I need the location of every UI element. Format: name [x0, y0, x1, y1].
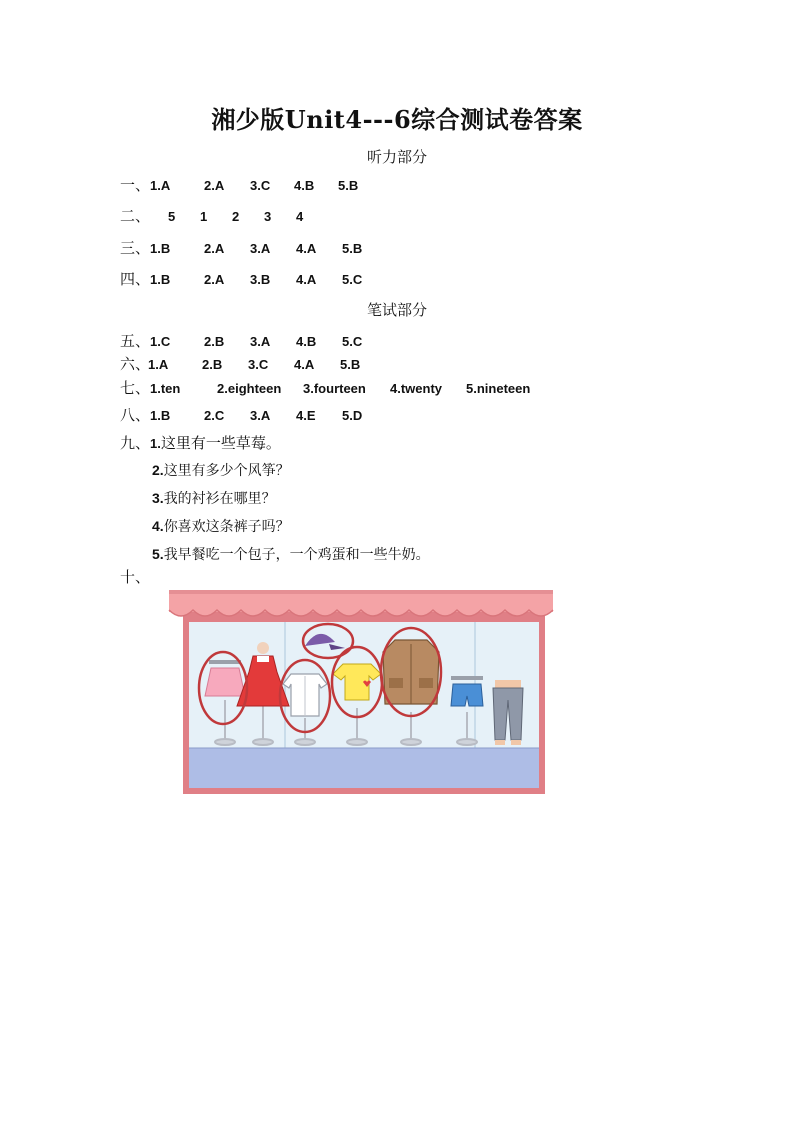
- answer-row-7: [120, 377, 530, 399]
- answer: 3.A: [250, 241, 271, 256]
- section-number: 二、: [120, 207, 151, 225]
- translation-row-3: [152, 487, 276, 509]
- answer: 1.ten: [150, 381, 181, 396]
- translation-text: 你喜欢这条裤子吗？: [163, 519, 290, 535]
- section-number: 六、: [120, 355, 151, 373]
- answer: 3.B: [250, 272, 271, 287]
- answer: 4: [296, 209, 304, 224]
- answer: 4.E: [296, 408, 316, 423]
- item-number: 2.: [152, 462, 164, 478]
- translation-text: 我的衬衫在哪里？: [163, 491, 276, 507]
- answer: 1.B: [150, 241, 171, 256]
- answer: 3.A: [250, 408, 271, 423]
- answer: 5.B: [338, 178, 359, 193]
- answer: 5.nineteen: [466, 381, 531, 396]
- item-number: 3.: [152, 490, 164, 506]
- answer: 4.A: [296, 241, 317, 256]
- listening-header: 听力部分: [366, 148, 427, 166]
- answer: 4.B: [294, 178, 315, 193]
- answer: 1: [200, 209, 208, 224]
- answer: 1.B: [150, 272, 171, 287]
- translation-row-4: [152, 515, 290, 537]
- answer: 2.eighteen: [217, 381, 282, 396]
- answer: 2.A: [204, 272, 225, 287]
- answer: 3.C: [248, 357, 269, 372]
- section-number: 八、: [120, 406, 151, 424]
- answer: 3.fourteen: [303, 381, 366, 396]
- answer-row-5: [120, 330, 362, 352]
- answer: 2.B: [202, 357, 223, 372]
- answer: 1.A: [150, 178, 171, 193]
- brown-coat-icon: [383, 640, 439, 704]
- answer: 5.C: [342, 272, 363, 287]
- writing-header: 笔试部分: [366, 301, 427, 319]
- answer-row-1: [120, 174, 358, 196]
- section-number: 四、: [120, 270, 151, 288]
- answer: 1.A: [148, 357, 169, 372]
- answer: 3: [264, 209, 272, 224]
- answer-row-4: [120, 268, 362, 290]
- answer: 2.A: [204, 241, 225, 256]
- item-number: 4.: [152, 518, 164, 534]
- answer: 2.C: [204, 408, 225, 423]
- item-number: 5.: [152, 546, 164, 562]
- answer: 5.D: [342, 408, 363, 423]
- answer: 2.B: [204, 334, 225, 349]
- answer-row-8: [120, 404, 362, 426]
- page-title: 湘少版Unit4---6综合测试卷答案: [211, 105, 583, 134]
- section-number: 三、: [120, 239, 151, 257]
- translation-row-5: [152, 543, 430, 565]
- translation-text: 这里有一些草莓。: [160, 434, 281, 452]
- answer-row-3: [120, 237, 362, 259]
- section-number: 七、: [120, 379, 151, 397]
- shop-window-illustration: [165, 588, 557, 796]
- answer: 5: [168, 209, 176, 224]
- answer-row-2: [120, 205, 303, 227]
- answer: 3.A: [250, 334, 271, 349]
- answer: 2: [232, 209, 240, 224]
- answer: 4.B: [296, 334, 317, 349]
- picture-section-label: [120, 566, 150, 588]
- translation-row-1: [120, 432, 281, 454]
- answer: 5.B: [342, 241, 363, 256]
- answer: 4.A: [294, 357, 315, 372]
- answer-row-6: [120, 353, 360, 375]
- section-number: 一、: [120, 176, 151, 194]
- floor: [189, 748, 539, 788]
- translation-text: 这里有多少个风筝？: [163, 463, 290, 479]
- answer: 2.A: [204, 178, 225, 193]
- translation-text: 我早餐吃一个包子，一个鸡蛋和一些牛奶。: [163, 547, 430, 563]
- answer: 4.twenty: [390, 381, 443, 396]
- answer: 3.C: [250, 178, 271, 193]
- answer: 1.C: [150, 334, 171, 349]
- section-number: 九、: [120, 434, 151, 452]
- section-number: 十、: [120, 568, 151, 586]
- answer: 5.C: [342, 334, 363, 349]
- item-number: 1.: [150, 436, 161, 451]
- answer: 5.B: [340, 357, 361, 372]
- translation-row-2: [152, 459, 290, 481]
- answer: 4.A: [296, 272, 317, 287]
- answer: 1.B: [150, 408, 171, 423]
- section-number: 五、: [120, 332, 151, 350]
